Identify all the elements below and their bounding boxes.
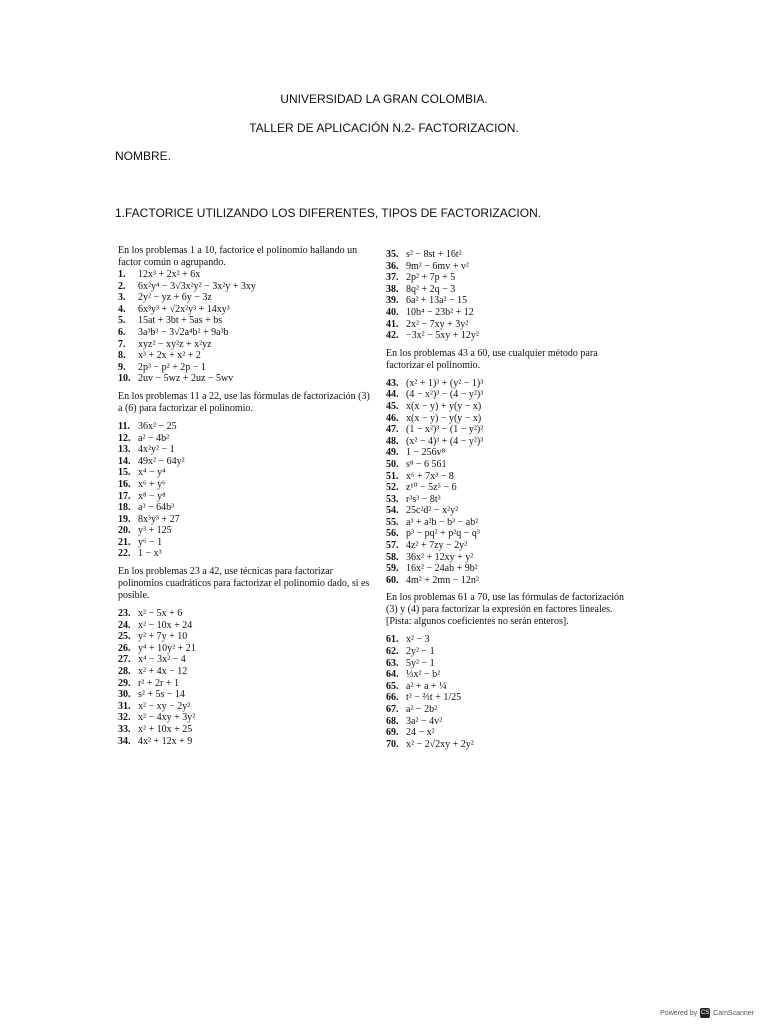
problem-expression: y³ + 125 — [138, 525, 172, 537]
problem-item — [386, 295, 636, 307]
problem-item — [118, 433, 373, 445]
problem-number: 61. — [386, 634, 399, 646]
problem-number: 9. — [118, 361, 126, 373]
problem-item — [118, 666, 373, 678]
problem-number: 15. — [118, 467, 131, 479]
problem-expression: y⁴ + 10y² + 21 — [138, 642, 196, 654]
problem-number: 54. — [386, 505, 399, 517]
problem-expression: 15at + 3bt + 5as + bs — [138, 315, 223, 327]
camscanner-logo-icon: CS — [700, 1010, 710, 1016]
problem-item — [386, 471, 636, 483]
problem-item — [118, 502, 373, 514]
problem-item — [118, 350, 373, 362]
problem-item — [118, 701, 373, 713]
problem-item — [118, 514, 373, 526]
problem-item — [118, 444, 373, 456]
problem-number: 27. — [118, 654, 131, 666]
problem-number: 7. — [118, 338, 126, 350]
problem-number: 40. — [386, 306, 399, 318]
problem-expression: 25c²d² − x²y² — [406, 505, 459, 517]
problem-number: 25. — [118, 631, 131, 643]
problem-item — [386, 716, 636, 728]
problem-number: 47. — [386, 424, 399, 436]
problem-number: 28. — [118, 666, 131, 678]
problem-expression: 2uv − 5wz + 2uz − 5wv — [138, 373, 234, 385]
problem-item — [118, 339, 373, 351]
problem-item — [386, 658, 636, 670]
problem-expression: x⁴ − 3x² − 4 — [138, 654, 186, 666]
problem-expression: 8x³y³ + 27 — [138, 513, 180, 525]
problem-item — [118, 362, 373, 374]
problem-item — [386, 447, 636, 459]
problem-item — [118, 736, 373, 748]
problem-number: 45. — [386, 400, 399, 412]
problem-item — [118, 281, 373, 293]
problem-number: 64. — [386, 669, 399, 681]
problem-expression: r² + 2r + 1 — [138, 677, 179, 689]
problem-item — [118, 479, 373, 491]
problem-expression: x² − 5x + 6 — [138, 608, 183, 620]
problem-expression: x² − 3 — [406, 634, 430, 646]
problem-expression: 3a² − 4v² — [406, 715, 443, 727]
left-column — [118, 245, 373, 747]
problem-number: 24. — [118, 619, 131, 631]
problem-item — [386, 482, 636, 494]
problem-expression: x⁶ + y⁶ — [138, 478, 166, 490]
problem-item — [386, 727, 636, 739]
problem-item — [118, 548, 373, 560]
instruction-text: 1.FACTORICE UTILIZANDO LOS DIFERENTES, TIPOS DE FACTORIZACION. — [115, 206, 542, 220]
problem-item — [386, 389, 636, 401]
problem-number: 43. — [386, 377, 399, 389]
problem-number: 29. — [118, 677, 131, 689]
problem-item — [386, 528, 636, 540]
problem-number: 5. — [118, 315, 126, 327]
problem-item — [386, 307, 636, 319]
problem-number: 60. — [386, 574, 399, 586]
problem-item — [118, 608, 373, 620]
problem-expression: x(x − y) + y(y − x) — [406, 400, 482, 412]
problem-number: 38. — [386, 283, 399, 295]
problem-item — [118, 292, 373, 304]
problem-item — [118, 304, 373, 316]
problem-number: 19. — [118, 513, 131, 525]
problem-item — [386, 319, 636, 331]
problem-list — [118, 269, 373, 385]
problem-item — [118, 315, 373, 327]
problem-number: 37. — [386, 272, 399, 284]
problem-expression: y⁶ − 1 — [138, 536, 163, 548]
university-title: UNIVERSIDAD LA GRAN COLOMBIA. — [280, 92, 488, 106]
problem-item — [386, 436, 636, 448]
problem-expression: ⅓x² − b² — [406, 669, 441, 681]
section-intro: En los problemas 11 a 22, use las fórmulas de factorización (3) a (6) para factorizar el polinomio. — [118, 390, 370, 414]
problem-number: 39. — [386, 295, 399, 307]
problem-expression: 2y² − yz + 6y − 3z — [138, 292, 212, 304]
problem-expression: s² + 5s − 14 — [138, 689, 186, 701]
problem-item — [386, 284, 636, 296]
problem-expression: (4 − x²)³ − (4 − y²)³ — [406, 389, 484, 401]
problem-item — [118, 537, 373, 549]
problem-expression: a² + a + ¼ — [406, 680, 447, 692]
problem-item — [386, 494, 636, 506]
problem-expression: a² − 4b² — [138, 432, 170, 444]
problem-number: 13. — [118, 444, 131, 456]
problem-number: 34. — [118, 735, 131, 747]
problem-number: 10. — [118, 373, 131, 385]
problem-item — [386, 634, 636, 646]
problem-number: 14. — [118, 455, 131, 467]
problem-item — [386, 739, 636, 751]
problem-expression: a³ − 64b³ — [138, 502, 175, 514]
problem-expression: 1 − x³ — [138, 548, 162, 560]
problem-expression: xyz² − xy²z + x²yz — [138, 338, 212, 350]
scanner-watermark — [660, 1008, 754, 1018]
powered-by-text: Powered by — [660, 1009, 698, 1017]
problem-number: 1. — [118, 269, 126, 280]
problem-item — [386, 646, 636, 658]
problem-expression: 4x² + 12x + 9 — [138, 735, 193, 747]
problem-item — [386, 692, 636, 704]
problem-number: 57. — [386, 540, 399, 552]
problem-item — [118, 631, 373, 643]
problem-number: 46. — [386, 412, 399, 424]
problem-number: 63. — [386, 657, 399, 669]
problem-expression: 4m² + 2mn − 12n² — [406, 574, 479, 586]
problem-expression: 1 − 256v⁸ — [406, 447, 446, 459]
problem-expression: x² − xy − 2y² — [138, 700, 191, 712]
problem-number: 66. — [386, 692, 399, 704]
problem-item — [386, 669, 636, 681]
problem-item — [118, 373, 373, 385]
problem-number: 2. — [118, 280, 126, 292]
problem-expression: x⁸ − y⁸ — [138, 490, 166, 502]
problem-expression: 6x³y³ + √2x²y³ + 14xy³ — [138, 303, 230, 315]
problem-expression: a³ + a²b − b³ − ab² — [406, 516, 479, 528]
problem-item — [118, 467, 373, 479]
name-label: NOMBRE. — [115, 149, 172, 163]
problem-number: 70. — [386, 738, 399, 750]
problem-expression: 2x² − 7xy + 3y² — [406, 318, 469, 330]
problem-number: 12. — [118, 432, 131, 444]
problem-list — [386, 378, 636, 587]
problem-item — [118, 525, 373, 537]
problem-item — [386, 272, 636, 284]
problem-number: 62. — [386, 646, 399, 658]
problem-expression: (x² − 4)³ + (4 − y²)³ — [406, 435, 484, 447]
problem-number: 26. — [118, 642, 131, 654]
problem-number: 3. — [118, 292, 126, 304]
problem-item — [118, 327, 373, 339]
problem-item — [386, 505, 636, 517]
problem-number: 31. — [118, 700, 131, 712]
problem-item — [386, 704, 636, 716]
problem-number: 52. — [386, 482, 399, 494]
problem-expression: a² − 2b² — [406, 704, 438, 715]
problem-list — [386, 249, 636, 342]
problem-number: 56. — [386, 528, 399, 540]
problem-item — [386, 517, 636, 529]
problem-item — [118, 712, 373, 724]
problem-number: 20. — [118, 525, 131, 537]
problem-expression: 6x²y⁴ − 3√3x²y² − 3x²y + 3xy — [138, 280, 256, 292]
problem-expression: t² − ⅔t + 1/25 — [406, 692, 462, 704]
problem-item — [386, 261, 636, 273]
problem-expression: 12x³ + 2x² + 6x — [138, 269, 201, 280]
problem-list — [386, 634, 636, 750]
problem-expression: 16x² − 24ab + 9b² — [406, 563, 478, 575]
problem-number: 59. — [386, 563, 399, 575]
problem-expression: z¹⁰ − 5z⁵ − 6 — [406, 482, 457, 494]
section-intro: En los problemas 1 a 10, factorice el polinomio hallando un factor común o agrupando. — [118, 245, 358, 268]
problem-item — [386, 378, 636, 390]
problem-number: 8. — [118, 350, 126, 362]
problem-expression: 9m² − 6mv + v² — [406, 260, 469, 272]
problem-number: 68. — [386, 715, 399, 727]
problem-item — [118, 269, 373, 281]
problem-expression: 24 − x² — [406, 727, 435, 739]
problem-list — [118, 608, 373, 747]
problem-expression: 49x² − 64y² — [138, 455, 185, 467]
problem-number: 58. — [386, 551, 399, 563]
problem-expression: 10b⁴ − 23b² + 12 — [406, 306, 474, 318]
problem-item — [386, 330, 636, 342]
problem-number: 30. — [118, 689, 131, 701]
problem-expression: 36x² − 25 — [138, 420, 177, 432]
workshop-title: TALLER DE APLICACIÓN N.2- FACTORIZACION. — [249, 121, 519, 135]
problem-expression: p³ − pq² + p²q − q³ — [406, 528, 480, 540]
problem-number: 16. — [118, 478, 131, 490]
problem-expression: 4z² + 7zy − 2y² — [406, 540, 468, 552]
problem-number: 18. — [118, 502, 131, 514]
problem-item — [118, 620, 373, 632]
problem-number: 23. — [118, 608, 131, 620]
problem-item — [386, 413, 636, 425]
problem-item — [386, 249, 636, 261]
problem-number: 50. — [386, 458, 399, 470]
problem-expression: 36x² + 12xy + y² — [406, 551, 474, 563]
problem-number: 53. — [386, 493, 399, 505]
problem-item — [386, 552, 636, 564]
problem-number: 49. — [386, 447, 399, 459]
problem-item — [118, 491, 373, 503]
problem-number: 35. — [386, 249, 399, 260]
problem-item — [118, 724, 373, 736]
problem-expression: s⁸ − 6 561 — [406, 458, 447, 470]
problem-item — [118, 456, 373, 468]
problem-expression: 2y² − 1 — [406, 646, 435, 658]
problem-item — [386, 540, 636, 552]
problem-expression: s² − 8st + 16t² — [406, 249, 462, 260]
problem-number: 11. — [118, 420, 130, 432]
problem-item — [386, 563, 636, 575]
problem-item — [118, 654, 373, 666]
problem-number: 17. — [118, 490, 131, 502]
problem-expression: −3x² − 5xy + 12y² — [406, 330, 479, 342]
problem-expression: y² + 7y + 10 — [138, 631, 188, 643]
problem-number: 33. — [118, 724, 131, 735]
problem-expression: r³s³ − 8t³ — [406, 493, 441, 505]
section-intro: En los problemas 43 a 60, use cualquier método para factorizar el polinomio. — [386, 347, 598, 371]
problem-number: 36. — [386, 260, 399, 272]
problem-expression: (1 − x²)³ − (1 − y²)² — [406, 424, 484, 436]
problem-expression: x³ + 2x + x² + 2 — [138, 350, 201, 362]
problem-expression: (x² + 1)³ + (y² − 1)³ — [406, 377, 484, 389]
right-column — [386, 249, 636, 750]
problem-number: 32. — [118, 712, 131, 724]
problem-number: 69. — [386, 727, 399, 739]
problem-expression: 2p³ − p² + 2p − 1 — [138, 361, 206, 373]
problem-number: 6. — [118, 326, 126, 338]
problem-expression: 6a² + 13a² − 15 — [406, 295, 468, 307]
brand-name: CamScanner — [713, 1009, 754, 1017]
problem-expression: x² + 4x − 12 — [138, 666, 188, 678]
problem-number: 67. — [386, 704, 399, 715]
problem-item — [118, 643, 373, 655]
problem-number: 51. — [386, 470, 399, 482]
problem-expression: 5y² − 1 — [406, 657, 435, 669]
section-intro: En los problemas 61 a 70, use las fórmulas de factorización (3) y (4) para factorizar la expresión en factores lineales. [Pista: algunos coeficientes no serán enteros]. — [386, 592, 624, 628]
problem-expression: x² − 10x + 24 — [138, 619, 193, 631]
problem-expression: x² + 10x + 25 — [138, 724, 193, 735]
problem-expression: 4x²y² − 1 — [138, 444, 175, 456]
problem-item — [386, 575, 636, 587]
problem-list — [118, 421, 373, 560]
problem-item — [118, 678, 373, 690]
problem-expression: x² − 2√2xy + 2y² — [406, 738, 474, 750]
problem-number: 44. — [386, 389, 399, 401]
problem-expression: x⁴ − y⁴ — [138, 467, 166, 479]
section-intro: En los problemas 23 a 42, use técnicas para factorizar polinomios cuadráticos para factorizar el polinomio dado, si es posible. — [118, 566, 370, 602]
problem-number: 4. — [118, 303, 126, 315]
problem-number: 21. — [118, 536, 131, 548]
problem-item — [118, 689, 373, 701]
problem-expression: x⁶ + 7x³ − 8 — [406, 470, 454, 482]
problem-number: 48. — [386, 435, 399, 447]
problem-expression: 3a³b³ − 3√2a⁴b² + 9a³b — [138, 326, 229, 338]
problem-item — [386, 424, 636, 436]
problem-expression: 8q² + 2q − 3 — [406, 283, 456, 295]
problem-number: 22. — [118, 548, 131, 560]
problem-item — [386, 459, 636, 471]
problem-item — [386, 681, 636, 693]
problem-expression: 2p² + 7p + 5 — [406, 272, 456, 284]
problem-number: 42. — [386, 330, 399, 342]
problem-item — [118, 421, 373, 433]
problem-number: 41. — [386, 318, 399, 330]
problem-number: 55. — [386, 516, 399, 528]
problem-expression: x² − 4xy + 3y² — [138, 712, 196, 724]
problem-item — [386, 401, 636, 413]
problem-expression: x(x − y) − y(y − x) — [406, 412, 482, 424]
problem-number: 65. — [386, 680, 399, 692]
